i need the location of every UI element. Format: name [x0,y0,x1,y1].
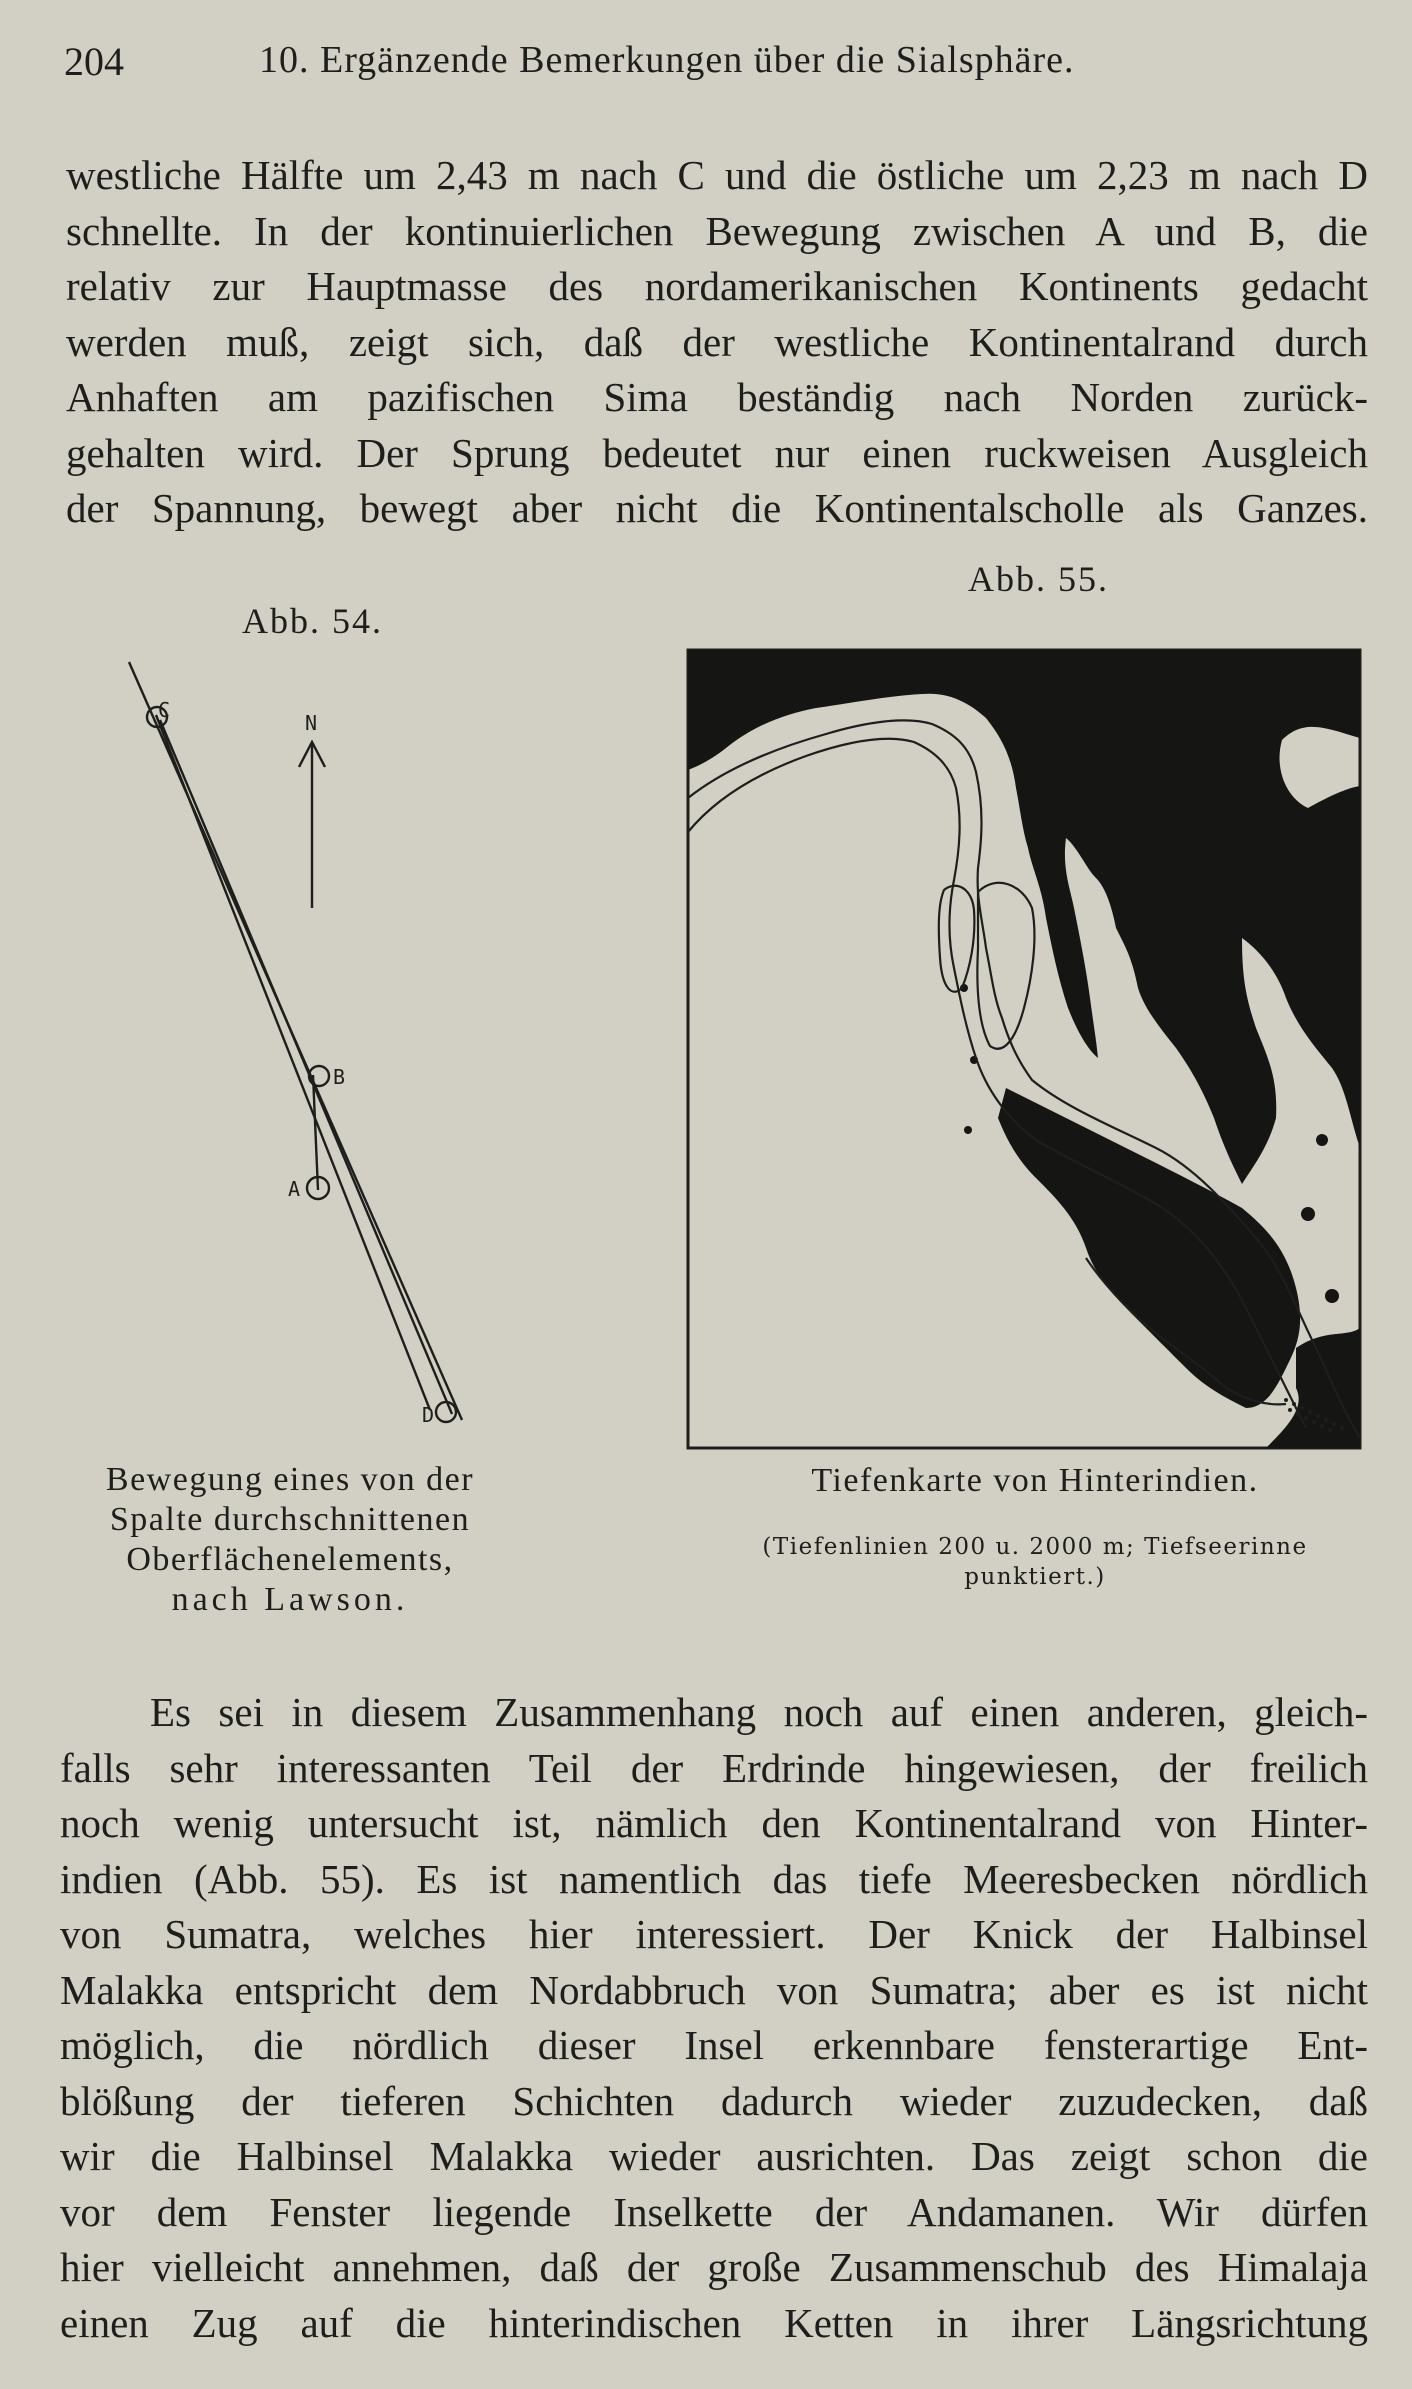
trench-dot [1328,1428,1332,1432]
trench-dot [1332,1422,1336,1426]
trench-dot [1308,1410,1312,1414]
caption-line: Spalte durchschnittenen [109,1501,471,1538]
island-dot [1262,1314,1270,1322]
text-line: Anhaften am pazifischen Sima beständig nach Norden zurück- [66,374,1368,420]
island-dot [1301,1207,1315,1221]
trench-dot [1304,1416,1308,1420]
text-line: möglich, die nördlich dieser Insel erkennbare fensterartige Ent- [60,2022,1368,2068]
point-a-label: A [288,1177,301,1201]
trench-dot [1296,1412,1300,1416]
text-line: relativ zur Hauptmasse des nordamerikanischen Kontinents gedacht [66,263,1368,309]
figure-55-caption: Tiefenkarte von Hinterindien. [811,1462,1259,1499]
fault-line-east [156,715,430,1410]
trench-dot [1284,1398,1288,1402]
figure-55-title: Abb. 55. [968,559,1109,599]
text-line: der Spannung, bewegt aber nicht die Kontinentalscholle als Ganzes. [66,485,1368,531]
trench-dot [1320,1424,1324,1428]
figure-55-note: (Tiefenlinien 200 u. 2000 m; Tiefseerinne punktiert.) [762,1534,1308,1590]
point-b-label: B [333,1065,346,1089]
text-line: hier vielleicht annehmen, daß der große Zusammenschub des Himalaja [60,2244,1368,2290]
trench-dot [1324,1418,1328,1422]
island-dot [964,1126,972,1134]
north-label: N [305,711,318,735]
text-line: noch wenig untersucht ist, nämlich den Kontinentalrand von Hinter- [60,1800,1368,1846]
trench-dot [1288,1408,1292,1412]
caption-line: Oberflächenelements, [126,1541,454,1578]
figure-54-title: Abb. 54. [242,601,383,641]
page-header [64,38,1352,88]
text-line: blößung der tieferen Schichten dadurch wieder zuzudecken, daß [60,2077,1368,2124]
text-line: werden muß, zeigt sich, daß der westliche Kontinentalrand durch [66,318,1368,365]
trench-dot [1300,1406,1304,1410]
page-number: 204 [64,39,124,84]
island-dot [1325,1289,1339,1303]
text-line: indien (Abb. 55). Es ist namentlich das tiefe Meeresbecken nördlich [60,1855,1368,1902]
text-line: wir die Halbinsel Malakka wieder ausrichten. Das zeigt schon die [60,2133,1368,2179]
text-line: Malakka entspricht dem Nordabbruch von Sumatra; aber es ist nicht [60,1966,1368,2013]
point-c-label: C [158,698,171,722]
text-line: von Sumatra, welches hier interessiert. Der Knick der Halbinsel [60,1911,1368,1957]
paragraph-1 [66,148,1368,537]
island-dot [1244,1292,1252,1300]
displacement-line [160,720,452,1414]
figure-54-caption [62,1460,518,1620]
trench-dot [1340,1426,1344,1430]
running-head: 10. Ergänzende Bemerkungen über die Sialsphäre. [259,39,1075,81]
island-dot [1339,1385,1349,1395]
caption-line: Bewegung eines von der [105,1461,475,1498]
figure-54-diagram [100,650,520,1450]
paragraph-2 [60,1685,1368,2351]
text-line: vor dem Fenster liegende Inselkette der Andamanen. Wir dürfen [60,2188,1368,2235]
caption-line: nach Lawson. [171,1581,409,1618]
figure-55-depth-map [686,648,1362,1450]
text-line: gehalten wird. Der Sprung bedeutet nur einen ruckweisen Ausgleich [66,429,1368,476]
text-line: westliche Hälfte um 2,43 m nach C und die östliche um 2,23 m nach D [66,152,1368,198]
trench-dot [1292,1402,1296,1406]
text-line: Es sei in diesem Zusammenhang noch auf einen anderen, gleich- [150,1689,1368,1735]
text-line: falls sehr interessanten Teil der Erdrinde hingewiesen, der freilich [60,1744,1368,1791]
text-line: einen Zug auf die hinterindischen Ketten in ihrer Längsrichtung [60,2299,1368,2346]
island-dot [1316,1134,1328,1146]
point-d-marker [436,1402,456,1422]
trench-dot [1316,1414,1320,1418]
point-d-label: D [422,1403,435,1427]
text-line: schnellte. In der kontinuierlichen Bewegung zwischen A und B, die [66,207,1368,254]
trench-dot [1312,1420,1316,1424]
